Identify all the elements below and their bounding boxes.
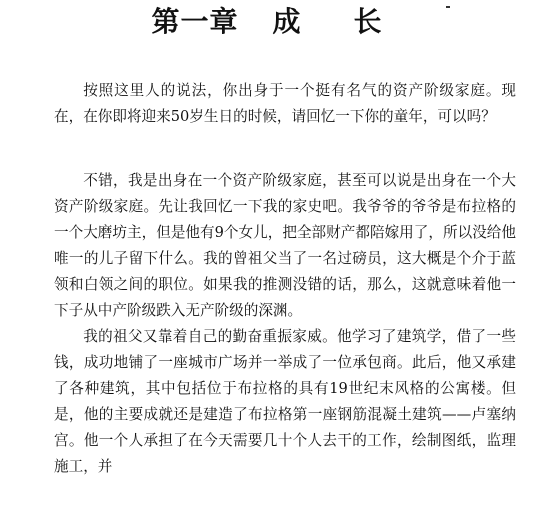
chapter-title-char-2: 长 (353, 5, 383, 38)
body-text (54, 78, 516, 480)
print-speck (446, 6, 450, 8)
chapter-title-char-1: 成 (272, 5, 302, 38)
interview-question: 按照这里人的说法，你出身于一个挺有名气的资产阶级家庭。现在，在你即将迎来50岁生日的时候，请回忆一下你的童年，可以吗？ (54, 82, 516, 125)
answer-paragraph-1: 不错，我是出身在一个资产阶级家庭，甚至可以说是出身在一个大资产阶级家庭。先让我回忆一下我的家史吧。我爷爷的爷爷是布拉格的一个大磨坊主，但是他有9个女儿，把全部财产都陪嫁用了，所以没给他唯一的儿子留下什么。我的曾祖父当了一名过磅员，这大概是个介于蓝领和白领之间的职位。如果我的推测没错的话，那么，这就意味着他一下子从中产阶级跌入无产阶级的深渊。 (54, 172, 516, 319)
answer-paragraph-2: 我的祖父又靠着自己的勤奋重振家威。他学习了建筑学，借了一些钱，成功地铺了一座城市广场并一举成了一位承包商。此后，他又承建了各种建筑，其中包括位于布拉格的具有19世纪末风格的公寓楼。但是，他的主要成就还是建造了布拉格第一座钢筋混凝土建筑——卢塞纳宫。他一个人承担了在今天需要几十个人去干的工作，绘制图纸，监理施工，并 (54, 328, 516, 475)
chapter-number: 第一章 (151, 5, 239, 38)
chapter-title (0, 0, 534, 44)
